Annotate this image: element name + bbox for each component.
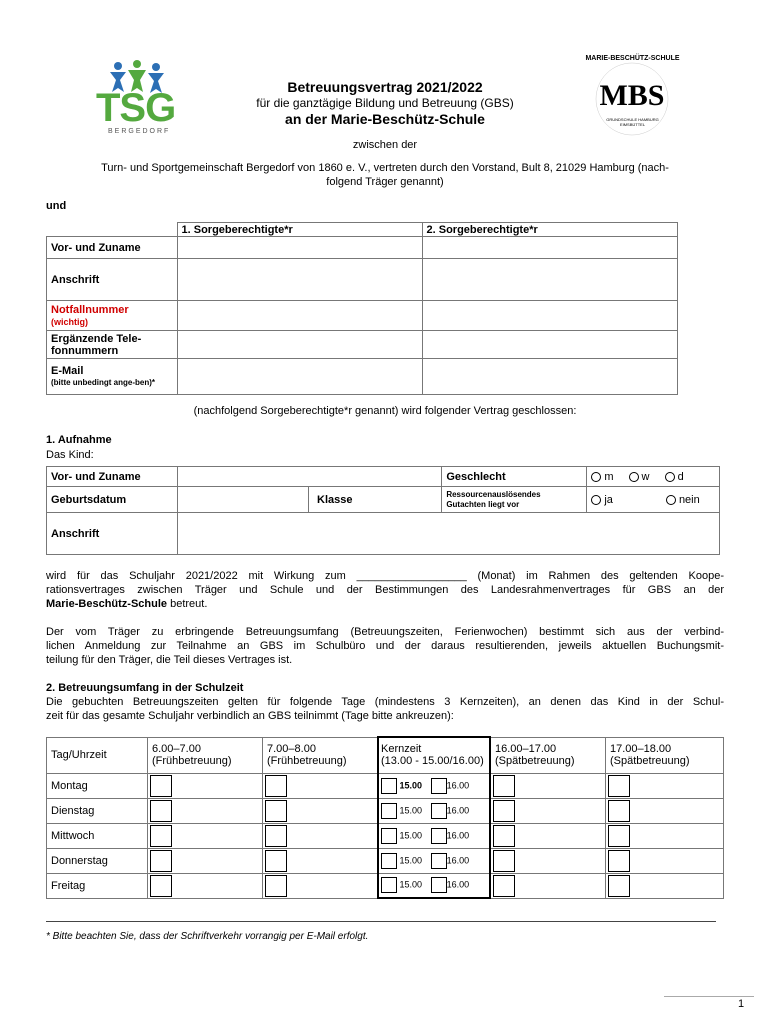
schedule-head-col: 7.00–8.00 (Frühbetreuung) (263, 737, 379, 773)
schedule-row: Montag 15.00 16.00 (47, 773, 724, 798)
guardian-table (46, 222, 678, 395)
checkbox-0700-tue[interactable] (265, 800, 287, 822)
schedule-row: Freitag 15.00 16.00 (47, 873, 724, 898)
gender-w-option[interactable]: w (629, 471, 650, 483)
radio-icon (665, 472, 675, 482)
checkbox-core-1600-tue[interactable] (431, 803, 447, 819)
checkbox-1600-thu[interactable] (493, 850, 515, 872)
guardian1-name-field[interactable] (177, 237, 422, 259)
checkbox-0600-wed[interactable] (150, 825, 172, 847)
schedule-row: Dienstag 15.00 16.00 (47, 798, 724, 823)
checkbox-0700-fri[interactable] (265, 875, 287, 897)
guardian1-phone-field[interactable] (177, 331, 422, 359)
schedule-day-label: Montag (47, 773, 148, 798)
schedule-head-col: 16.00–17.00 (Spätbetreuung) (490, 737, 606, 773)
child-label-gender: Geschlecht (442, 467, 587, 487)
and-text: und (46, 200, 67, 212)
schedule-day-label: Mittwoch (47, 823, 148, 848)
child-birth-field[interactable] (178, 487, 309, 513)
checkbox-0700-mon[interactable] (265, 775, 287, 797)
guardian1-address-field[interactable] (177, 259, 422, 301)
radio-icon (591, 495, 601, 505)
checkbox-1600-mon[interactable] (493, 775, 515, 797)
resource-no-option[interactable]: nein (666, 494, 700, 506)
schedule-day-label: Freitag (47, 873, 148, 898)
school-logo-letters: MBS (599, 79, 665, 112)
footnote-divider (46, 921, 716, 922)
checkbox-core-1600-thu[interactable] (431, 853, 447, 869)
para1-line1: wird für das Schuljahr 2021/2022 mit Wirkung zum __________________ (Monat) im Rahmen des geltenden Koope- (46, 570, 724, 582)
schedule-row: Mittwoch 15.00 16.00 (47, 823, 724, 848)
radio-icon (629, 472, 639, 482)
tsg-logo (90, 58, 185, 138)
page-title: Betreuungsvertrag 2021/2022 (287, 79, 483, 95)
guardian2-phone-field[interactable] (422, 331, 678, 359)
provider-text-2: folgend Träger genannt) (326, 176, 444, 188)
row-label-email: E-Mail (51, 364, 84, 377)
school-logo-sub: GRUNDSCHULE HAMBURG EIMSBÜTTEL (606, 117, 659, 127)
school-name: an der Marie-Beschütz-Schule (285, 111, 485, 127)
row-label-email-note: (bitte unbedingt ange-ben)* (51, 377, 155, 387)
school-logo-icon (585, 55, 680, 140)
child-name-field[interactable] (178, 467, 442, 487)
schedule-head-col: 17.00–18.00 (Spätbetreuung) (606, 737, 724, 773)
resource-yes-option[interactable]: ja (591, 494, 613, 506)
checkbox-0600-thu[interactable] (150, 850, 172, 872)
gender-d-option[interactable]: d (665, 471, 684, 483)
checkbox-1700-thu[interactable] (608, 850, 630, 872)
footnote: * Bitte beachten Sie, dass der Schriftverkehr vorrangig per E-Mail erfolgt. (46, 931, 369, 942)
checkbox-0700-wed[interactable] (265, 825, 287, 847)
para1-line3: betreut. (167, 598, 208, 610)
schedule-head-day: Tag/Uhrzeit (47, 737, 148, 773)
para2-line1: Der vom Träger zu erbringende Betreuungsumfang (Betreuungszeiten, Ferienwochen) bestimmt sich aus der verbind- (46, 626, 724, 638)
checkbox-core-1500-tue[interactable] (381, 803, 397, 819)
guardian1-emergency-field[interactable] (177, 301, 422, 331)
section2-heading: 2. Betreuungsumfang in der Schulzeit (46, 682, 244, 694)
para2-line2: lichen Anmeldung zur Teilnahme an GBS im Schulbüro und der daraus resultierenden, jeweils aktuellen Buchungsmit- (46, 640, 724, 652)
checkbox-0600-fri[interactable] (150, 875, 172, 897)
row-label-name: Vor- und Zuname (47, 237, 178, 259)
child-table (46, 466, 720, 555)
schedule-day-label: Dienstag (47, 798, 148, 823)
checkbox-1600-tue[interactable] (493, 800, 515, 822)
col-guardian-2: 2. Sorgeberechtigte*r (422, 223, 678, 237)
checkbox-0600-tue[interactable] (150, 800, 172, 822)
schedule-row: Donnerstag 15.00 16.00 (47, 848, 724, 873)
checkbox-core-1500-mon[interactable] (381, 778, 397, 794)
provider-text: Turn- und Sportgemeinschaft Bergedorf von 1860 e. V., vertreten durch den Vorstand, Bult 8, 21029 Hamburg (nach- (101, 162, 669, 174)
page-number: 1 (738, 998, 745, 1010)
checkbox-1700-tue[interactable] (608, 800, 630, 822)
tsg-logo-text: TSG (96, 86, 176, 130)
para2-line3: teilung für den Träger, die Teil dieses Vertrages ist. (46, 654, 293, 666)
schedule-head-core: Kernzeit (13.00 - 15.00/16.00) (378, 737, 490, 773)
page-subtitle: für die ganztägige Bildung und Betreuung (GBS) (256, 96, 514, 110)
guardian2-emergency-field[interactable] (422, 301, 678, 331)
child-label-class: Klasse (317, 493, 353, 506)
checkbox-0700-thu[interactable] (265, 850, 287, 872)
child-label-birth: Geburtsdatum (47, 487, 178, 513)
contract-line: (nachfolgend Sorgeberechtigte*r genannt) wird folgender Vertrag geschlossen: (193, 405, 577, 417)
guardian2-name-field[interactable] (422, 237, 678, 259)
child-label-resource: Ressourcenauslösendes Gutachten liegt vor (442, 487, 587, 513)
schedule-day-label: Donnerstag (47, 848, 148, 873)
row-label-emergency: Notfallnummer (51, 303, 129, 316)
checkbox-core-1500-fri[interactable] (381, 877, 397, 893)
checkbox-core-1500-wed[interactable] (381, 828, 397, 844)
guardian2-address-field[interactable] (422, 259, 678, 301)
radio-icon (666, 495, 676, 505)
section2-line2: zeit für das gesamte Schuljahr verbindlich an GBS teilnimmt (Tage bitte ankreuzen): (46, 710, 454, 722)
checkbox-1700-wed[interactable] (608, 825, 630, 847)
checkbox-1700-fri[interactable] (608, 875, 630, 897)
row-label-address: Anschrift (47, 259, 178, 301)
school-logo (585, 55, 680, 140)
para1-school: Marie-Beschütz-Schule (46, 598, 168, 610)
section1-heading: 1. Aufnahme (46, 434, 112, 446)
guardian1-email-field[interactable] (177, 359, 422, 395)
checkbox-1600-fri[interactable] (493, 875, 515, 897)
child-label-name: Vor- und Zuname (47, 467, 178, 487)
tsg-logo-sub: BERGEDORF (108, 128, 171, 135)
checkbox-core-1600-mon[interactable] (431, 778, 447, 794)
checkbox-1700-mon[interactable] (608, 775, 630, 797)
row-label-emergency-note: (wichtig) (51, 316, 88, 327)
checkbox-core-1600-wed[interactable] (431, 828, 447, 844)
guardian2-email-field[interactable] (422, 359, 678, 395)
checkbox-0600-mon[interactable] (150, 775, 172, 797)
between-text: zwischen der (352, 139, 418, 151)
checkbox-1600-wed[interactable] (493, 825, 515, 847)
row-label-phone: Ergänzende Tele-fonnummern (47, 331, 178, 359)
schedule-head-col: 6.00–7.00 (Frühbetreuung) (148, 737, 263, 773)
schedule-table (46, 736, 724, 899)
section2-line1: Die gebuchten Betreuungszeiten gelten für folgende Tage (mindestens 3 Kernzeiten), an denen das Kind in der Schul- (46, 696, 724, 708)
page-number-divider (664, 996, 754, 997)
school-logo-ring: MARIE-BESCHÜTZ-SCHULE (585, 55, 680, 62)
section1-sub: Das Kind: (46, 449, 94, 461)
radio-icon (591, 472, 601, 482)
para1-line2: rationsvertrages zwischen Träger und Schule und der Bestimmungen des Landesrahmenvertrages für GBS an der (46, 584, 724, 596)
checkbox-core-1600-fri[interactable] (431, 877, 447, 893)
child-label-address: Anschrift (47, 513, 178, 555)
child-address-field[interactable] (178, 513, 720, 555)
col-guardian-1: 1. Sorgeberechtigte*r (177, 223, 422, 237)
gender-m-option[interactable]: m (591, 471, 613, 483)
checkbox-core-1500-thu[interactable] (381, 853, 397, 869)
